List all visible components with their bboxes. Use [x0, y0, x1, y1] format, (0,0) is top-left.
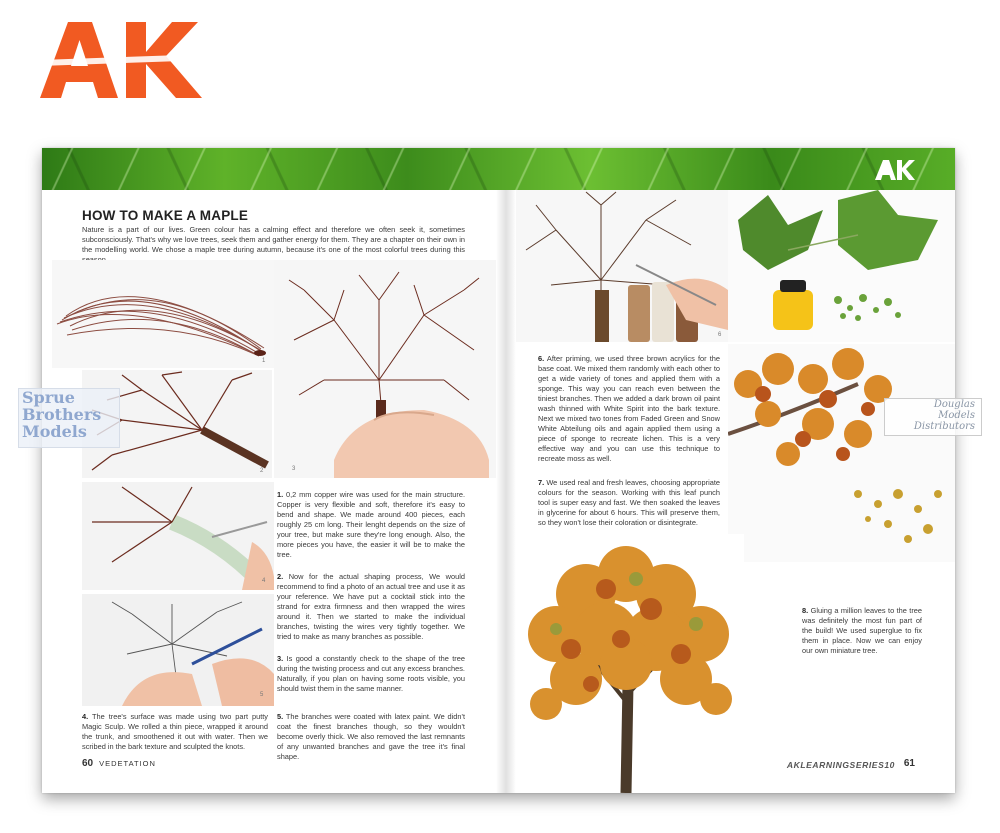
intro-text: Nature is a part of our lives. Green colour has a calming effect and therefore we often seek it, sometimes subconsciously. That's why we love trees, seek them and gather energy for them. They are a chapter on their own in the modelling world. We chose a maple tree during autumn, because it's one of the most colorful trees during this: [82, 225, 465, 254]
photo-autumn-branch: [728, 344, 955, 562]
photo-number: 5: [260, 692, 264, 698]
step-3: [277, 654, 465, 694]
step-text: The tree's surface was made using two part putty Magic Sculp. We rolled a thin piece, wrapped it around the trunk, and smoothened it out with water. Then we scribed in the bark texture and sculpted the knots.: [82, 712, 268, 751]
step-6: [538, 354, 720, 464]
ak-logo: [40, 20, 210, 100]
watermark-line: Sprue: [22, 388, 75, 407]
footer-left: [82, 758, 156, 769]
page-gutter: [496, 190, 516, 793]
step-number: 3.: [277, 654, 284, 663]
watermark-line: Models: [22, 422, 87, 441]
step-2: [277, 572, 465, 642]
photo-painting-tree: [82, 594, 274, 706]
photo-number: 4: [262, 578, 266, 584]
step-text: Is good a constantly check to the shape of the tree during the twisting process and cut any excess branches. Naturally, if you plan on having some roots visible, you should twist them in the same manner.: [277, 654, 465, 693]
step-number: 4.: [82, 712, 89, 721]
watermark-line: Brothers: [22, 405, 102, 424]
photo-number: 1: [262, 358, 266, 364]
watermark-sprue-brothers: [18, 388, 120, 448]
photo-putty-wrap: [82, 482, 274, 590]
photo-finished-tree: [516, 534, 744, 793]
step-text: Now for the actual shaping process, We would recommend to find a photo of an actual tree and use it as your reference. We have put a cocktail stick into the strand for extra firmness and then wrapped the wires around it. Then we started to make the individual branches, twisting the wires very tightly together. We tried to make as many branches as possible.: [277, 572, 465, 641]
ak-band-logo: [875, 158, 915, 182]
step-5: [277, 712, 465, 762]
step-number: 5.: [277, 712, 284, 721]
step-text: Gluing a million leaves to the tree was definitely the most fun part of the build! We used superglue to fix them in place. Now we can enjoy our own miniature tree.: [802, 606, 922, 655]
photo-wire-bundle: [52, 260, 274, 368]
series-name: [787, 760, 895, 770]
step-number: 8.: [802, 606, 809, 615]
series-label: AKLEARNINGSERIES10: [786, 760, 895, 770]
photo-leaves-punch: [728, 190, 955, 342]
photo-number: 2: [260, 468, 264, 474]
section-name: VEDETATION: [99, 759, 156, 768]
step-1: [277, 490, 465, 560]
page-title: HOW TO MAKE A MAPLE: [82, 208, 249, 223]
step-number: 7.: [538, 478, 545, 487]
step-text: After priming, we used three brown acrylics for the base coat. We mixed them randomly with each other to get a wide variety of tones and applied them with a sponge. This way you can reach even between the tiniest branches. Then we added a dark brown oil paint wash thinned with White Spirit into the bark texture. Next we mixed two tones from Faded Green and Snow White Abteilung oils and again applied them using a piece of sponge to recreate lichen. This is a very effective way and you can use this technique to recreate moss as well.: [538, 354, 720, 463]
step-text: The branches were coated with latex paint. We didn't coat the finest branches though, so they wouldn't become overly thick. We also removed the last remnants of any unwanted branches and gave the tree it's final shape.: [277, 712, 465, 761]
page-number-right: 61: [903, 758, 915, 769]
step-text: 0,2 mm copper wire was used for the main structure. Copper is very flexible and soft, therefore it's easy to bend and shape. We made around 400 pieces, each roughly 25 cm long. Their lenght depends on the size of your tree, but make sure they're long enough. Also, the more pieces you have, the easier it will be to make the tree.: [277, 490, 465, 559]
photo-number: 3: [292, 466, 296, 472]
leaf-header-band: [42, 148, 955, 190]
watermark-line: Distributors: [913, 421, 975, 432]
step-number: 6.: [538, 354, 545, 363]
step-7: [538, 478, 720, 528]
step-8: [802, 606, 922, 656]
magazine-spread: [42, 148, 955, 793]
step-number: 2.: [277, 572, 284, 581]
watermark-line: Models: [938, 410, 975, 421]
photo-number: 6: [718, 332, 722, 338]
step-4: [82, 712, 268, 752]
step-number: 1.: [277, 490, 284, 499]
photo-painting-bark: [516, 190, 728, 342]
step-text: We used real and fresh leaves, choosing appropriate colours for the season. Working with this leaf punch tool is super easy and fast. We then soaked the leaves in glycerine for about 6 hours. This will preserve them, so they won't lose their coloration or disintegrate.: [538, 478, 720, 527]
watermark-line: Douglas: [933, 399, 975, 410]
watermark-douglas-models: [884, 398, 982, 436]
page-number-left: 60: [82, 758, 94, 769]
photo-hand-wire-tree: [274, 260, 496, 478]
